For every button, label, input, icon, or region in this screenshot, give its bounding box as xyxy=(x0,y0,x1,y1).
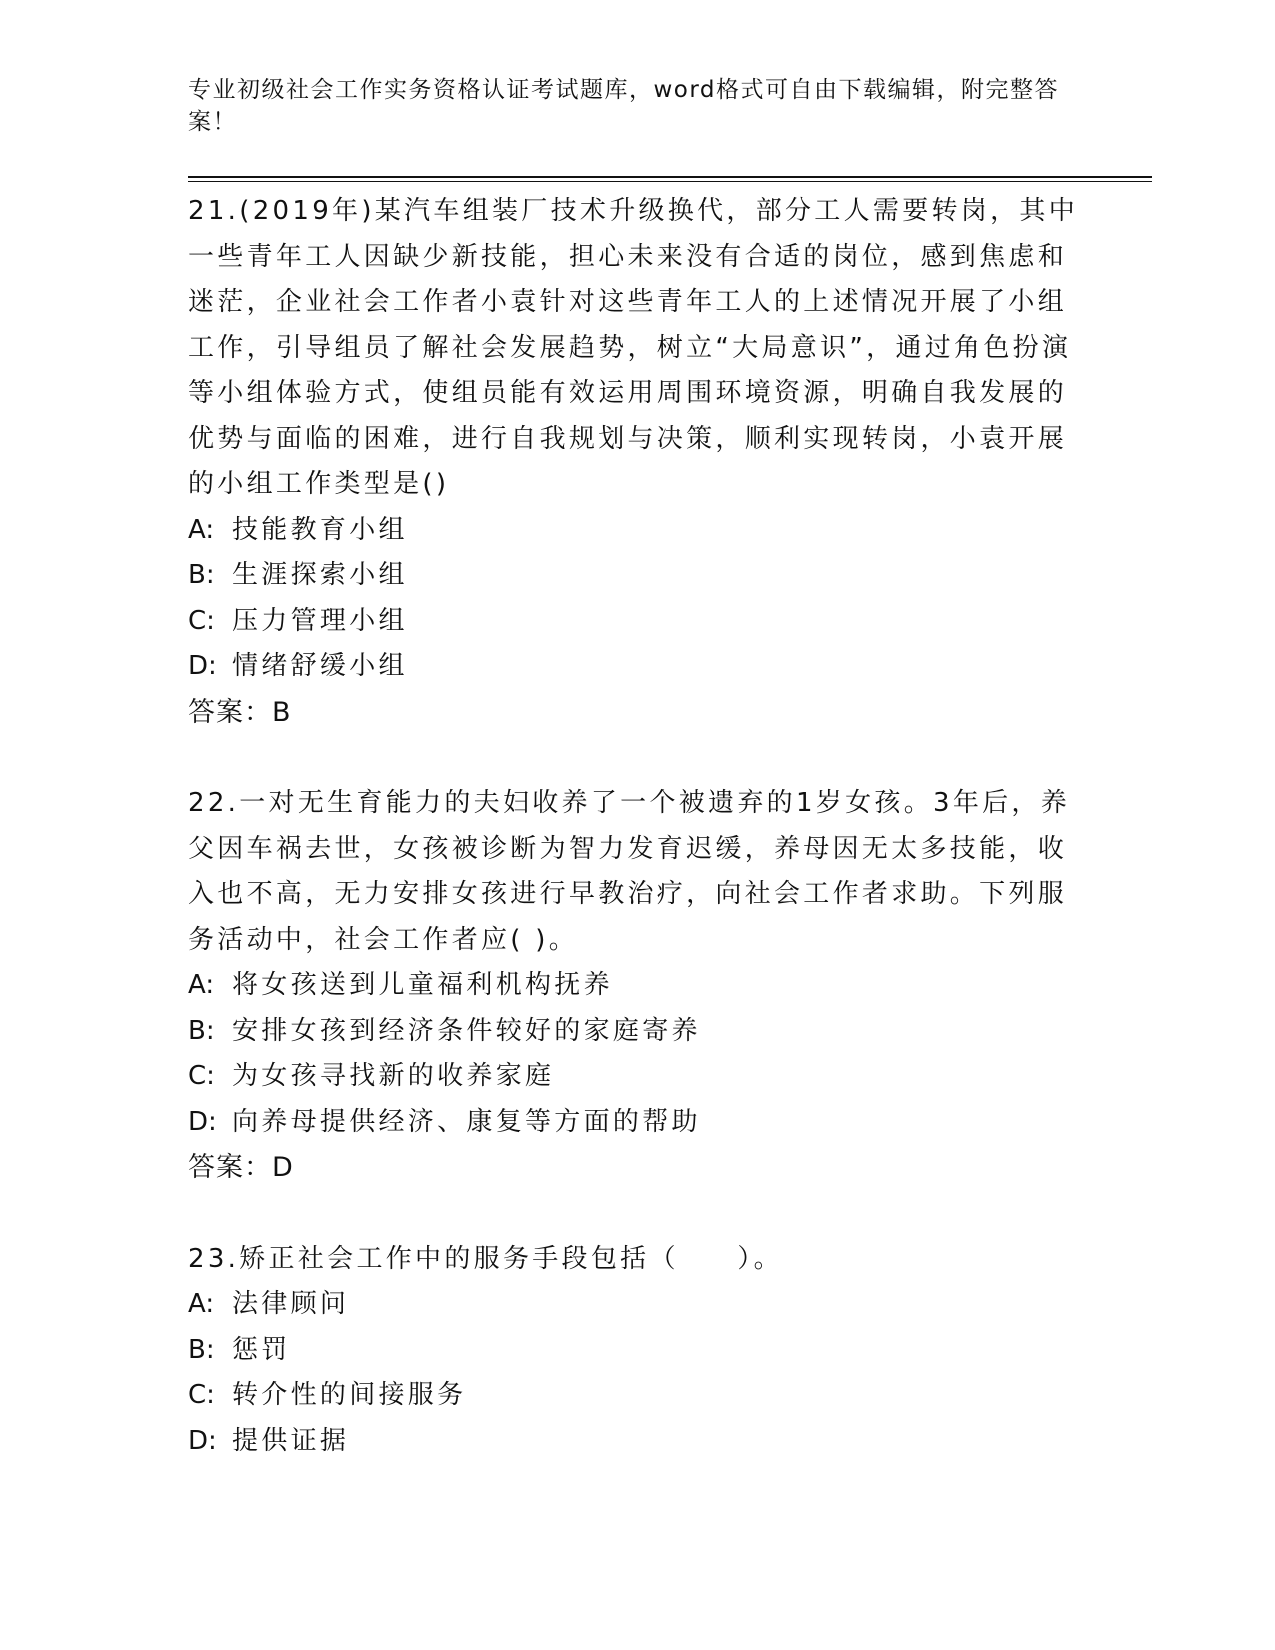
option-key: D: xyxy=(188,1106,217,1137)
option-text: 情绪舒缓小组 xyxy=(232,651,408,681)
option-text: 生涯探索小组 xyxy=(232,560,408,590)
option-key: D: xyxy=(188,651,217,681)
question-23 xyxy=(188,1237,1088,1465)
option-text: 法律顾问 xyxy=(232,1289,350,1319)
question-spacer xyxy=(188,735,1088,781)
option-c xyxy=(188,1373,1088,1419)
option-a xyxy=(188,508,1088,554)
option-key: D: xyxy=(188,1425,217,1456)
page-header: 专业初级社会工作实务资格认证考试题库，word格式可自由下载编辑，附完整答案！ xyxy=(188,77,1060,135)
option-text: 转介性的间接服务 xyxy=(232,1380,467,1410)
option-text: 为女孩寻找新的收养家庭 xyxy=(232,1061,555,1091)
option-d xyxy=(188,1100,1088,1146)
option-text: 将女孩送到儿童福利机构抚养 xyxy=(232,970,613,1000)
question-21 xyxy=(188,189,1088,735)
option-text: 向养母提供经济、康复等方面的帮助 xyxy=(232,1106,701,1137)
option-a xyxy=(188,1282,1088,1328)
question-stem: 21.(2019年)某汽车组装厂技术升级换代，部分工人需要转岗，其中一些青年工人因缺少新技能，担心未来没有合适的岗位，感到焦虑和迷茫，企业社会工作者小袁针对这些青年工人的上述情况开展了小组工作，引导组员了解社会发展趋势，树立“大局意识”，通过角色扮演等小组体验方式，使组员能有效运用周围环境资源，明确自我发展的优势与面临的困难，进行自我规划与决策，顺利实现转岗，小袁开展的小组工作类型是() xyxy=(188,196,1079,499)
option-text: 技能教育小组 xyxy=(232,514,408,545)
option-a xyxy=(188,963,1088,1009)
option-key: C: xyxy=(188,1380,215,1410)
option-key: A: xyxy=(188,1289,215,1319)
option-key: A: xyxy=(188,970,215,1000)
option-key: B: xyxy=(188,1015,215,1046)
question-list xyxy=(188,189,1088,1464)
option-text: 提供证据 xyxy=(232,1425,350,1456)
option-c xyxy=(188,1054,1088,1100)
option-key: C: xyxy=(188,1061,215,1091)
header-divider-thin xyxy=(188,181,1152,182)
question-22 xyxy=(188,781,1088,1191)
option-text: 压力管理小组 xyxy=(232,605,408,636)
option-key: A: xyxy=(188,514,215,545)
option-key: B: xyxy=(188,1334,215,1365)
option-b xyxy=(188,1009,1088,1055)
option-c xyxy=(188,599,1088,645)
option-text: 安排女孩到经济条件较好的家庭寄养 xyxy=(232,1015,701,1046)
option-b xyxy=(188,553,1088,599)
answer-line: 答案：B xyxy=(188,696,292,728)
option-d xyxy=(188,1419,1088,1465)
question-stem: 23.矫正社会工作中的服务手段包括（ ）。 xyxy=(188,1243,783,1274)
question-spacer xyxy=(188,1191,1088,1237)
option-d xyxy=(188,644,1088,690)
question-stem: 22.一对无生育能力的夫妇收养了一个被遗弃的1岁女孩。3年后，养父因车祸去世，女孩被诊断为智力发育迟缓，养母因无太多技能，收入也不高，无力安排女孩进行早教治疗，向社会工作者求助。下列服务活动中，社会工作者应( )。 xyxy=(188,788,1071,955)
option-key: C: xyxy=(188,605,215,636)
option-text: 惩罚 xyxy=(232,1334,291,1365)
option-b xyxy=(188,1328,1088,1374)
answer-line: 答案：D xyxy=(188,1152,294,1183)
header-divider-thick xyxy=(188,176,1152,178)
option-key: B: xyxy=(188,560,215,590)
